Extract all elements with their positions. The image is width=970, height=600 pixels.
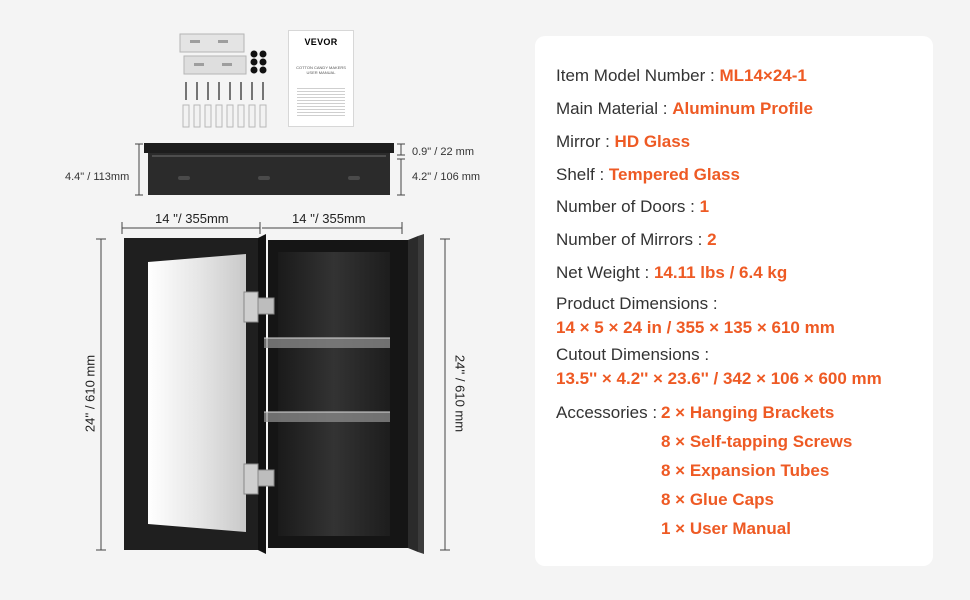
- spec-weight-label: Net Weight :: [556, 263, 654, 282]
- accessory-item: 8 × Expansion Tubes: [661, 461, 830, 480]
- spec-weight-value: 14.11 lbs / 6.4 kg: [653, 263, 788, 282]
- accessory-item: 8 × Self-tapping Screws: [661, 432, 853, 451]
- spec-mirror: [556, 132, 690, 152]
- screws-image: [180, 80, 275, 102]
- frame-depth-bracket: [394, 143, 408, 197]
- door-width-label: 14 ''/ 355mm: [155, 211, 229, 226]
- spec-mirror-value: HD Glass: [614, 132, 691, 151]
- height-right-bracket: [438, 238, 452, 552]
- spec-cutout-dims-label: Cutout Dimensions :: [556, 345, 710, 364]
- spec-product-dims-value: 14 × 5 × 24 in / 355 × 135 × 610 mm: [556, 318, 835, 337]
- manual-brand: VEVOR: [304, 37, 338, 47]
- depth-overall-label: 4.4" / 113mm: [65, 171, 130, 183]
- spec-material: [556, 99, 813, 119]
- spec-doors-value: 1: [699, 197, 710, 216]
- body-width-label: 14 ''/ 355mm: [292, 211, 366, 226]
- accessory-item: 2 × Hanging Brackets: [661, 403, 835, 422]
- manual-title-line-1: COTTON CANDY MAKERS: [296, 65, 346, 70]
- accessory-item: 1 × User Manual: [661, 519, 791, 538]
- spec-weight: [556, 263, 787, 283]
- spec-mirrors-label: Number of Mirrors :: [556, 230, 708, 249]
- spec-accessories-label: Accessories :: [556, 403, 658, 422]
- cabinet-depth-label: 4.2" / 106 mm: [412, 171, 481, 183]
- spec-shelf-value: Tempered Glass: [608, 165, 740, 184]
- spec-mirrors-value: 2: [707, 230, 717, 249]
- spec-model-label: Item Model Number :: [556, 66, 720, 85]
- manual-title-line-2: USER MANUAL: [306, 70, 336, 75]
- height-left-label: 24'' / 610 mm: [82, 354, 98, 433]
- accessory-item: 8 × Glue Caps: [661, 490, 774, 509]
- spec-product-dims-label: Product Dimensions :: [556, 294, 718, 313]
- spec-shelf-label: Shelf :: [556, 165, 609, 184]
- expansion-tubes-image: [180, 103, 275, 129]
- spec-mirrors: [556, 230, 717, 250]
- spec-cutout-dims-value: 13.5'' × 4.2'' × 23.6'' / 342 × 106 × 600 mm: [556, 369, 882, 388]
- spec-card: [535, 36, 933, 566]
- cabinet-top-profile: [148, 143, 390, 195]
- spec-model: [556, 66, 807, 86]
- glue-caps-image: [249, 49, 271, 79]
- spec-mirror-label: Mirror :: [556, 132, 615, 151]
- spec-doors: [556, 197, 709, 217]
- spec-material-value: Aluminum Profile: [672, 99, 813, 118]
- height-right-label: 24'' / 610 mm: [452, 354, 468, 433]
- user-manual-image: [288, 30, 354, 127]
- spec-model-value: ML14×24-1: [719, 66, 807, 85]
- spec-material-label: Main Material :: [556, 99, 673, 118]
- open-cabinet-image: [118, 232, 436, 557]
- spec-doors-label: Number of Doors :: [556, 197, 700, 216]
- hanging-brackets-image: [178, 32, 248, 77]
- frame-depth-label: 0.9" / 22 mm: [412, 146, 474, 158]
- spec-shelf: [556, 165, 740, 185]
